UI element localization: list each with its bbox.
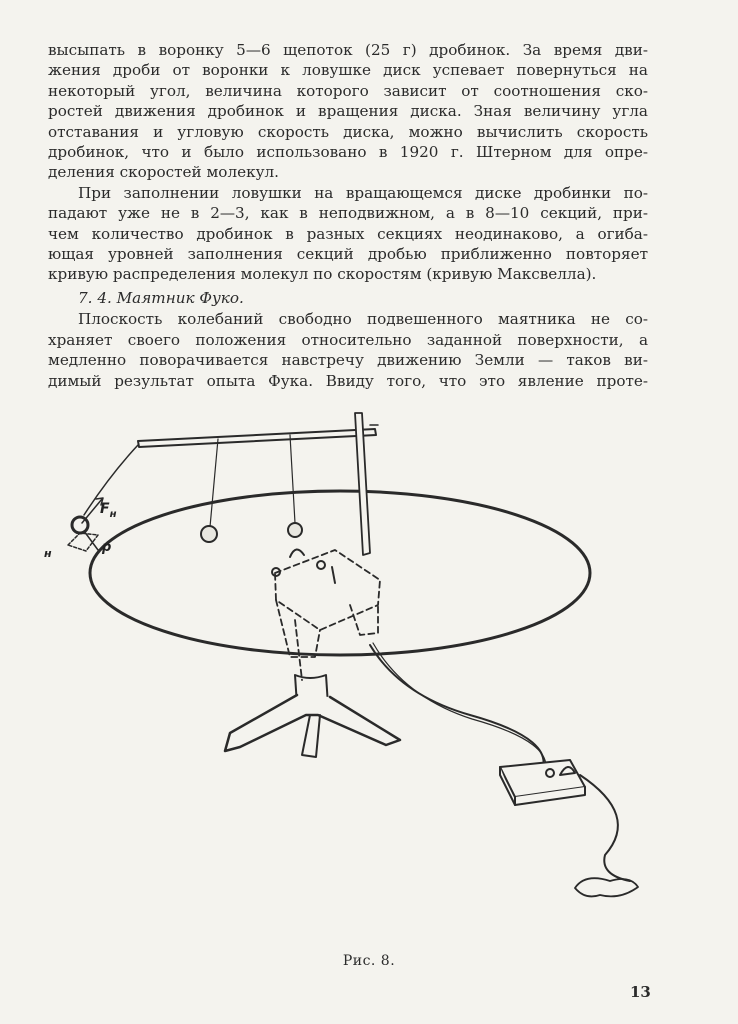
pendulum-thread-center — [290, 435, 295, 523]
text-line: чем количество дробинок в разных секциях неодинаково, а огиба- — [48, 224, 648, 243]
tripod-base — [225, 695, 400, 751]
text-line: димый результат опыта Фука. Ввиду того, что это явление проте- — [48, 371, 648, 390]
text-line: При заполнении ловушки на вращающемся диске дробинки по- — [78, 183, 648, 202]
normal-label: н — [44, 547, 52, 560]
motor-housing — [275, 550, 380, 680]
text-line: ющая уровней заполнения секций дробью приближенно повторяет — [48, 245, 648, 264]
figure-caption: Рис. 8. — [342, 953, 396, 969]
pendulum-thread-left — [210, 439, 218, 527]
weight-label: р — [102, 540, 112, 555]
paragraph-3 — [48, 309, 648, 391]
pendulum-bob-left — [201, 526, 217, 542]
foucault-pendulum-figure — [40, 395, 680, 915]
text-line: ростей движения дробинок и вращения диска. Зная величину угла — [48, 102, 648, 121]
text-line: дробинок, что и было использовано в 1920 г. Штерном для опре- — [48, 143, 648, 162]
text-line: жения дроби от воронки к ловушке диск успевает повернуться на — [48, 61, 648, 80]
paragraph-2 — [48, 183, 648, 285]
text-line: медленно поворачивается навстречу движению Земли — таков ви- — [48, 351, 648, 370]
body-text — [48, 40, 648, 391]
page-number: 13 — [630, 983, 651, 1001]
section-heading: 7. 4. Маятник Фуко. — [78, 288, 244, 307]
power-cable — [370, 645, 544, 775]
pendulum-bob-center — [288, 523, 302, 537]
paragraph-1 — [48, 40, 648, 183]
text-line: Плоскость колебаний свободно подвешенного маятника не со- — [78, 310, 648, 329]
text-line: некоторый угол, величина которого зависит от соотношения ско- — [48, 81, 648, 100]
text-line: храняет своего положения относительно заданной поверхности, а — [48, 330, 648, 349]
text-line: кривую распределения молекул по скоростям (кривую Максвелла). — [48, 265, 597, 284]
plug-cable — [580, 775, 630, 881]
force-label: $F_н$ — [100, 501, 117, 520]
text-line: деления скоростей молекул. — [48, 163, 279, 182]
text-line: отставания и угловую скорость диска, можно вычислить скорость — [48, 122, 648, 141]
suspension-bar — [138, 429, 376, 447]
guide-string — [84, 445, 138, 515]
text-line: падают уже не в 2—3, как в неподвижном, а в 8—10 секций, при- — [48, 204, 648, 223]
text-line: высыпать в воронку 5—6 щепоток (25 г) дробинок. За время дви- — [48, 41, 648, 59]
control-box — [500, 760, 585, 805]
rotating-disk — [90, 491, 590, 655]
